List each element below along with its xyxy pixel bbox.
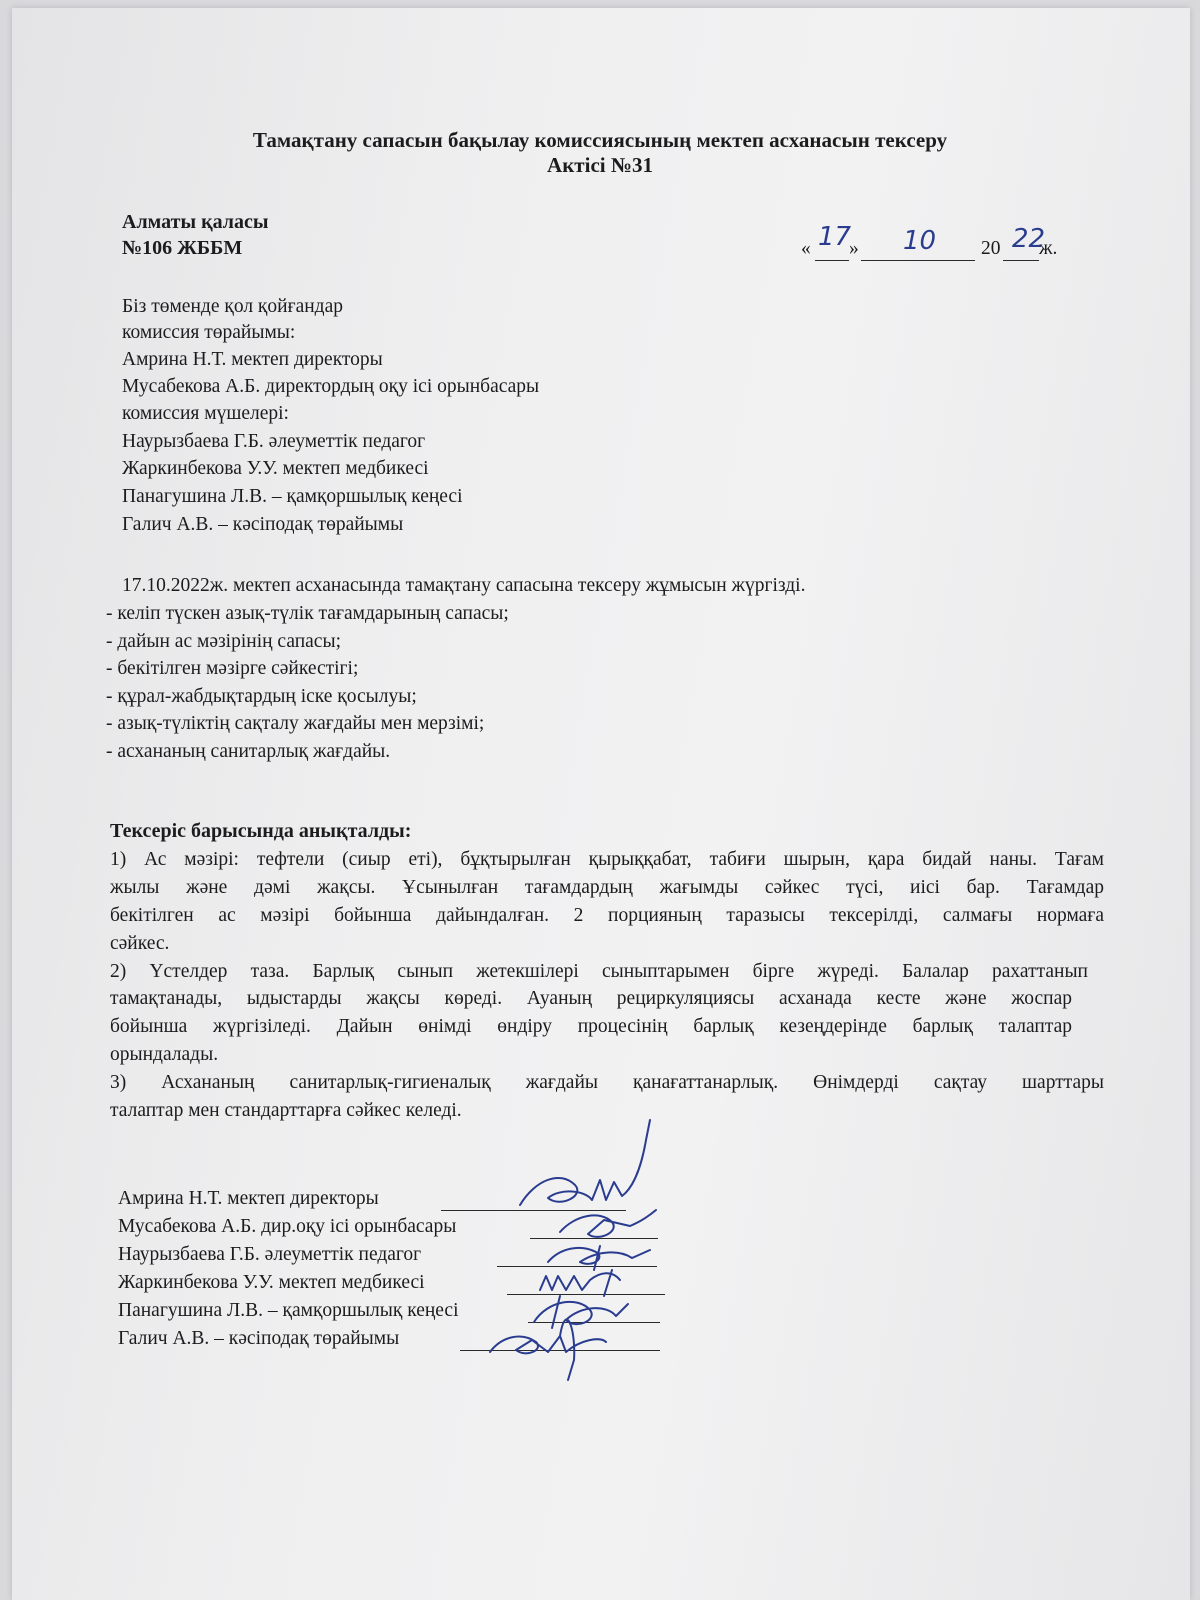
signature-scribble-2 — [560, 1210, 656, 1237]
chair-member-1: Амрина Н.Т. мектеп директоры — [122, 349, 383, 370]
signature-scribble-1 — [520, 1120, 650, 1205]
signature-name: Наурызбаева Г.Б. әлеуметтік педагог — [118, 1244, 422, 1265]
date-open-quote: « — [801, 238, 811, 259]
inspection-item: - құрал-жабдықтардың іске қосылуы; — [106, 686, 417, 707]
chair-label: комиссия төрайымы: — [122, 322, 296, 343]
signature-name: Жаркинбекова У.У. мектеп медбикесі — [118, 1272, 425, 1293]
signature-name: Амрина Н.Т. мектеп директоры — [118, 1188, 379, 1209]
member-2: Жаркинбекова У.У. мектеп медбикесі — [122, 458, 429, 479]
date-year-handwritten: 22 — [1012, 224, 1046, 254]
findings-heading: Тексеріс барысында анықталды: — [110, 820, 412, 842]
date-end: ж. — [1039, 238, 1058, 259]
city-label: Алматы қаласы — [122, 211, 269, 233]
finding-2-line: тамақтанады, ыдыстарды жақсы көреді. Ауаның рециркуляциясы асханада кесте және жоспар — [110, 988, 1072, 1009]
date-close-quote: » — [849, 238, 859, 259]
finding-2-line: 2) Үстелдер таза. Барлық сынып жетекшілері сыныптарымен бірге жүреді. Балалар рахаттанып — [110, 961, 1088, 982]
signature-scribble-5 — [534, 1296, 628, 1328]
signature-scribble-6 — [490, 1320, 606, 1380]
inspection-item: - бекітілген мәзірге сәйкестігі; — [106, 658, 359, 679]
finding-1-line: жылы және дәмі жақсы. Ұсынылған тағамдардың жағымды сәйкес түсі, иісі бар. Тағамдар — [110, 877, 1104, 898]
finding-1-line: сәйкес. — [110, 933, 170, 954]
member-1: Наурызбаева Г.Б. әлеуметтік педагог — [122, 431, 426, 452]
act-number: Актісі №31 — [547, 153, 653, 177]
finding-1-line: бекітілген ас мәзірі бойынша дайындалған. 2 порцияның таразысы тексерілді, салмағы нормаға — [110, 905, 1104, 926]
inspection-item: - дайын ас мәзірінің сапасы; — [106, 631, 341, 652]
finding-3-line: 3) Асхананың санитарлық-гигиеналық жағдайы қанағаттанарлық. Өнімдерді сақтау шарттары — [110, 1072, 1104, 1093]
member-4: Галич А.В. – кәсіподақ төрайымы — [122, 514, 404, 535]
chair-member-2: Мусабекова А.Б. директордың оқу ісі орынбасары — [122, 376, 540, 397]
date-month-handwritten: 10 — [903, 226, 937, 256]
document-title: Тамақтану сапасын бақылау комиссиясының мектеп асханасын тексеру — [252, 128, 948, 152]
school-label: №106 ЖББМ — [122, 237, 243, 259]
signature-name: Мусабекова А.Б. дир.оқу ісі орынбасары — [118, 1216, 457, 1237]
finding-2-line: бойынша жүргізіледі. Дайын өнімді өндіру процесінің барлық кезеңдерінде барлық талаптар — [110, 1016, 1072, 1037]
member-3: Панагушина Л.В. – қамқоршылық кеңесі — [122, 486, 463, 507]
members-label: комиссия мүшелері: — [122, 403, 289, 424]
date-day-handwritten: 17 — [818, 222, 852, 252]
inspection-item: - азық-түліктің сақталу жағдайы мен мерзімі; — [106, 713, 485, 734]
signature-name: Галич А.В. – кәсіподақ төрайымы — [118, 1328, 400, 1349]
signature-scribble-3 — [548, 1246, 650, 1270]
inspection-lead: 17.10.2022ж. мектеп асханасында тамақтану сапасына тексеру жұмысын жүргізді. — [122, 575, 806, 596]
inspection-item: - келіп түскен азық-түлік тағамдарының сапасы; — [106, 603, 509, 624]
intro-line: Біз төменде қол қойғандар — [122, 296, 343, 317]
date-year-prefix: 20 — [981, 238, 1001, 259]
finding-3-line: талаптар мен стандарттарға сәйкес келеді. — [110, 1100, 462, 1121]
finding-2-line: орындалады. — [110, 1044, 219, 1065]
inspection-item: - асхананың санитарлық жағдайы. — [106, 741, 391, 762]
finding-1-line: 1) Ас мәзірі: тефтели (сиыр еті), бұқтырылған қырыққабат, табиғи шырын, қара бидай наны. Тағам — [110, 849, 1104, 870]
signature-scribble-4 — [540, 1270, 620, 1296]
signature-name: Панагушина Л.В. – қамқоршылық кеңесі — [118, 1300, 459, 1321]
